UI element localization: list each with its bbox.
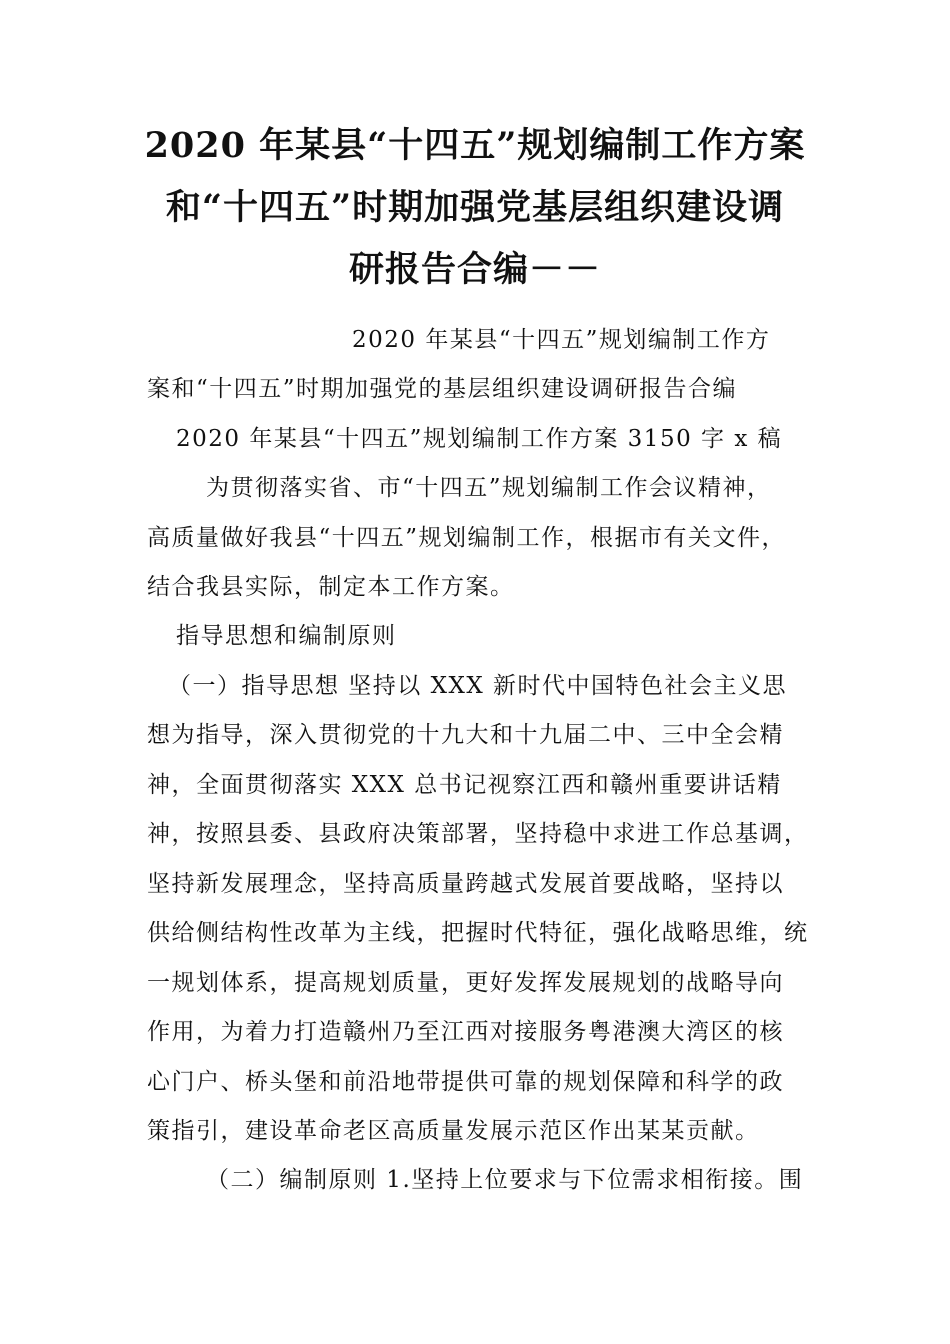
paragraph-line: 坚持新发展理念，坚持高质量跨越式发展首要战略，坚持以	[147, 871, 784, 897]
paragraph-line: 神，按照县委、县政府决策部署，坚持稳中求进工作总基调，	[147, 821, 809, 847]
paragraph-line: 供给侧结构性改革为主线，把握时代特征，强化战略思维，统	[147, 920, 809, 946]
paragraph-line: （一）指导思想 坚持以 XXX 新时代中国特色社会主义思	[168, 673, 788, 699]
paragraph-line: 结合我县实际，制定本工作方案。	[147, 574, 515, 600]
document-title-line-1: 2020 年某县“十四五”规划编制工作方案	[144, 125, 806, 166]
paragraph-line: 心门户、桥头堡和前沿地带提供可靠的规划保障和科学的政	[147, 1069, 784, 1095]
paragraph-line: （二）编制原则 1.坚持上位要求与下位需求相衔接。围	[206, 1167, 804, 1193]
paragraph-line: 高质量做好我县“十四五”规划编制工作，根据市有关文件，	[147, 525, 787, 551]
paragraph-line: 神，全面贯彻落实 XXX 总书记视察江西和赣州重要讲话精	[147, 772, 782, 798]
document-title-line-3: 研报告合编－－	[348, 249, 601, 290]
document-title-line-2: 和“十四五”时期加强党基层组织建设调	[165, 187, 785, 228]
paragraph-line: 作用，为着力打造赣州乃至江西对接服务粤港澳大湾区的核	[147, 1019, 784, 1045]
paragraph-line: 策指引，建设革命老区高质量发展示范区作出某某贡献。	[147, 1118, 760, 1144]
paragraph-line: 一规划体系，提高规划质量，更好发挥发展规划的战略导向	[147, 970, 784, 996]
section-heading: 指导思想和编制原则	[176, 623, 397, 649]
paragraph-line: 想为指导，深入贯彻党的十九大和十九届二中、三中全会精	[147, 722, 784, 748]
paragraph-line: 为贯彻落实省、市“十四五”规划编制工作会议精神，	[206, 475, 772, 501]
subtitle-line-1: 2020 年某县“十四五”规划编制工作方	[352, 327, 771, 353]
subtitle-line-2: 案和“十四五”时期加强党的基层组织建设调研报告合编	[147, 376, 738, 402]
plan-heading: 2020 年某县“十四五”规划编制工作方案 3150 字 x 稿	[176, 426, 783, 452]
